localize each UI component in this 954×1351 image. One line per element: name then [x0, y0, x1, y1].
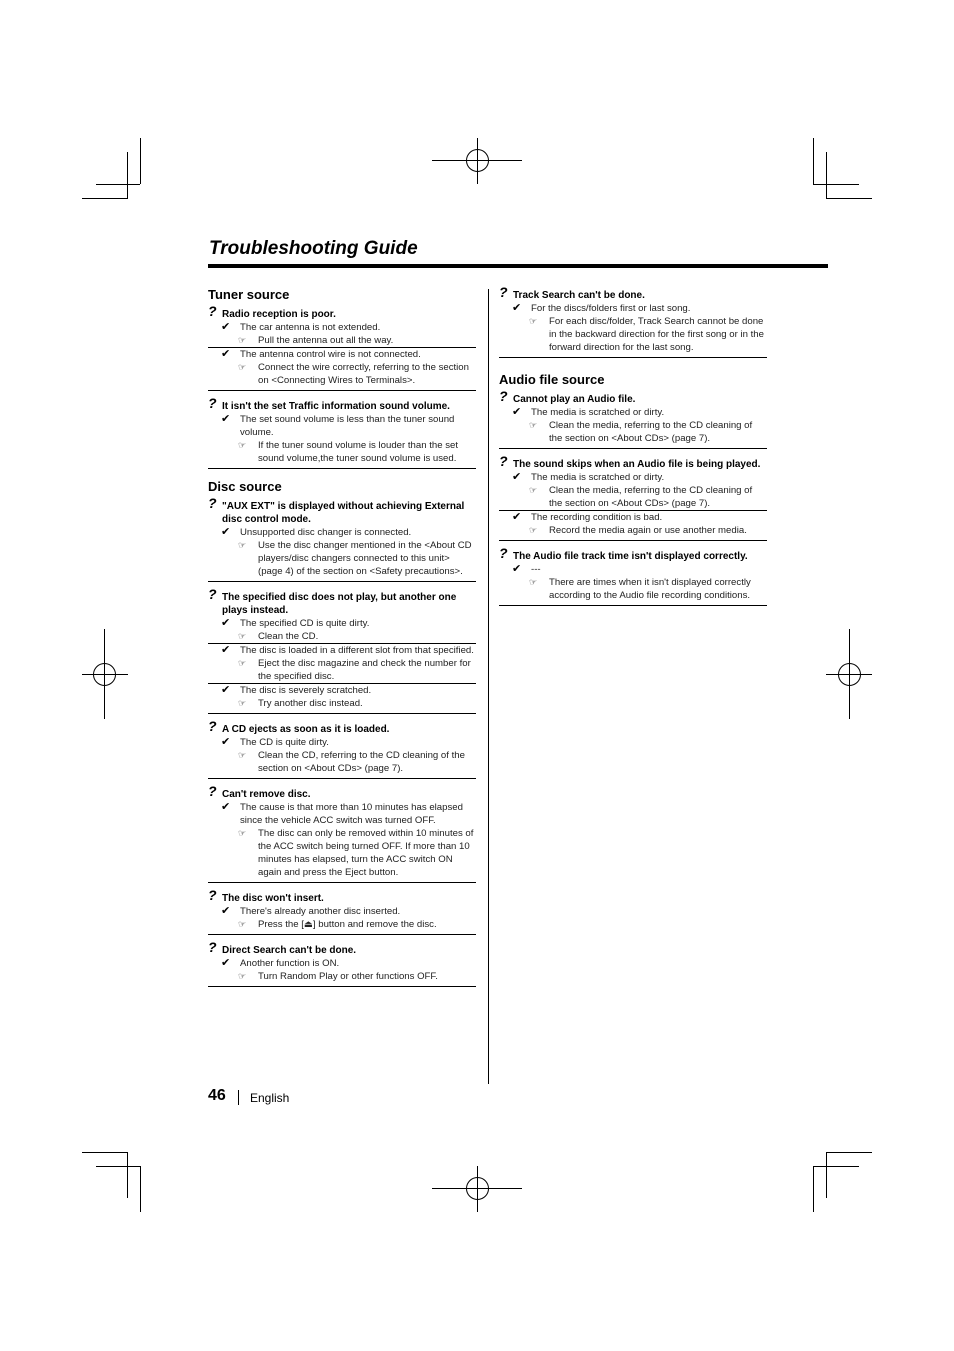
cause-text: The recording condition is bad.	[531, 512, 663, 523]
check-icon: ✔	[221, 526, 231, 538]
check-icon: ✔	[512, 302, 522, 314]
hand-pointer-icon: ☞	[238, 658, 247, 668]
problem-item	[499, 284, 767, 358]
hand-pointer-icon: ☞	[529, 420, 538, 430]
problem-item	[499, 545, 767, 606]
page-title: Troubleshooting Guide	[209, 238, 418, 259]
left-column	[208, 287, 476, 996]
column-divider	[488, 289, 489, 1084]
problem-question: The sound skips when an Audio file is being played.	[513, 459, 761, 470]
cause-text: The specified CD is quite dirty.	[240, 618, 370, 629]
problem-question: Cannot play an Audio file.	[513, 394, 636, 405]
question-icon: ?	[208, 495, 217, 511]
problem-question: Radio reception is poor.	[222, 309, 336, 320]
cause-text: The antenna control wire is not connected.	[240, 349, 421, 360]
question-icon: ?	[208, 783, 217, 799]
cause-text: Another function is ON.	[240, 958, 340, 969]
cause-text: There's already another disc inserted.	[240, 906, 401, 917]
problem-item	[208, 303, 476, 391]
remedy-text: Clean the CD, referring to the CD cleaning of the section on <About CDs> (page 7).	[258, 750, 465, 774]
remedy-text: Eject the disc magazine and check the number for the specified disc.	[258, 658, 471, 682]
check-icon: ✔	[221, 321, 231, 333]
question-icon: ?	[208, 303, 217, 319]
problem-question: The disc won't insert.	[222, 893, 324, 904]
question-icon: ?	[208, 718, 217, 734]
problem-question: The Audio file track time isn't displayed correctly.	[513, 551, 748, 562]
problem-question: A CD ejects as soon as it is loaded.	[222, 724, 390, 735]
check-icon: ✔	[221, 684, 231, 696]
problem-item	[208, 939, 476, 987]
question-icon: ?	[499, 545, 508, 561]
hand-pointer-icon: ☞	[238, 698, 247, 708]
remedy-text: Try another disc instead.	[258, 698, 363, 709]
question-icon: ?	[499, 453, 508, 469]
hand-pointer-icon: ☞	[529, 485, 538, 495]
check-icon: ✔	[221, 736, 231, 748]
section-title-disc: Disc source	[208, 479, 282, 494]
remedy-text: For each disc/folder, Track Search cannot be done in the backward direction for the first song or in the forward direction for the last song.	[549, 316, 764, 353]
remedy-text: The disc can only be removed within 10 minutes of the ACC switch being turned OFF. If more than 10 minutes has elapsed, turn the ACC switch ON again and press the Eject button.	[258, 828, 474, 878]
hand-pointer-icon: ☞	[238, 971, 247, 981]
hand-pointer-icon: ☞	[238, 362, 247, 372]
hand-pointer-icon: ☞	[238, 540, 247, 550]
question-icon: ?	[208, 395, 217, 411]
question-icon: ?	[208, 887, 217, 903]
cause-text: The disc is loaded in a different slot from that specified.	[240, 645, 474, 656]
footer-language: English	[250, 1091, 290, 1105]
page-number: 46	[208, 1087, 226, 1104]
problem-item	[208, 783, 476, 883]
hand-pointer-icon: ☞	[238, 828, 247, 838]
hand-pointer-icon: ☞	[238, 440, 247, 450]
question-icon: ?	[499, 284, 508, 300]
cause-text: The set sound volume is less than the tuner sound volume.	[240, 414, 455, 438]
cause-text: The cause is that more than 10 minutes has elapsed since the vehicle ACC switch was turned OFF.	[240, 802, 463, 826]
remedy-text: Turn Random Play or other functions OFF.	[258, 971, 438, 982]
problem-item	[208, 395, 476, 469]
check-icon: ✔	[221, 644, 231, 656]
hand-pointer-icon: ☞	[529, 316, 538, 326]
question-icon: ?	[208, 586, 217, 602]
check-icon: ✔	[221, 905, 231, 917]
check-icon: ✔	[512, 406, 522, 418]
hand-pointer-icon: ☞	[238, 750, 247, 760]
cause-text: The car antenna is not extended.	[240, 322, 381, 333]
problem-item	[499, 388, 767, 449]
problem-item	[208, 718, 476, 779]
cause-text: The media is scratched or dirty.	[531, 472, 665, 483]
problem-item	[208, 887, 476, 935]
problem-item	[208, 495, 476, 582]
check-icon: ✔	[221, 957, 231, 969]
title-rule	[208, 264, 828, 268]
remedy-text: Record the media again or use another media.	[549, 525, 747, 536]
hand-pointer-icon: ☞	[238, 919, 247, 929]
remedy-text: Pull the antenna out all the way.	[258, 335, 394, 346]
hand-pointer-icon: ☞	[238, 335, 247, 345]
check-icon: ✔	[221, 413, 231, 425]
remedy-text: Connect the wire correctly, referring to the section on <Connecting Wires to Terminals>.	[258, 362, 469, 386]
remedy-text: Clean the CD.	[258, 631, 319, 642]
section-title-audio: Audio file source	[499, 372, 605, 387]
footer-divider	[238, 1090, 239, 1105]
check-icon: ✔	[221, 801, 231, 813]
remedy-text: There are times when it isn't displayed correctly according to the Audio file recording conditions.	[549, 577, 751, 601]
question-icon: ?	[499, 388, 508, 404]
problem-question: The specified disc does not play, but another one plays instead.	[222, 592, 457, 616]
cause-text: For the discs/folders first or last song.	[531, 303, 691, 314]
hand-pointer-icon: ☞	[529, 525, 538, 535]
section-title-tuner: Tuner source	[208, 287, 290, 302]
hand-pointer-icon: ☞	[529, 577, 538, 587]
cause-text: The disc is severely scratched.	[240, 685, 372, 696]
cause-text: The CD is quite dirty.	[240, 737, 329, 748]
check-icon: ✔	[512, 471, 522, 483]
problem-question: Track Search can't be done.	[513, 290, 645, 301]
cause-text: The media is scratched or dirty.	[531, 407, 665, 418]
problem-question: Can't remove disc.	[222, 789, 311, 800]
problem-question: It isn't the set Traffic information sound volume.	[222, 401, 450, 412]
remedy-text: Clean the media, referring to the CD cleaning of the section on <About CDs> (page 7).	[549, 420, 753, 444]
cause-text: Unsupported disc changer is connected.	[240, 527, 412, 538]
problem-question: "AUX EXT" is displayed without achieving External disc control mode.	[222, 501, 465, 525]
problem-question: Direct Search can't be done.	[222, 945, 357, 956]
problem-item	[499, 453, 767, 541]
hand-pointer-icon: ☞	[238, 631, 247, 641]
right-column	[499, 284, 767, 615]
check-icon: ✔	[221, 617, 231, 629]
remedy-text: Use the disc changer mentioned in the <About CD players/disc changers connected to this unit> (page 4) of the section on <Safety precautions>.	[258, 540, 472, 577]
cause-text: ---	[531, 564, 541, 575]
remedy-text: If the tuner sound volume is louder than the set sound volume,the tuner sound volume is used.	[258, 440, 458, 464]
check-icon: ✔	[512, 563, 522, 575]
remedy-text: Press the [⏏] button and remove the disc.	[258, 919, 437, 930]
question-icon: ?	[208, 939, 217, 955]
check-icon: ✔	[221, 348, 231, 360]
problem-item	[208, 586, 476, 714]
remedy-text: Clean the media, referring to the CD cleaning of the section on <About CDs> (page 7).	[549, 485, 753, 509]
check-icon: ✔	[512, 511, 522, 523]
